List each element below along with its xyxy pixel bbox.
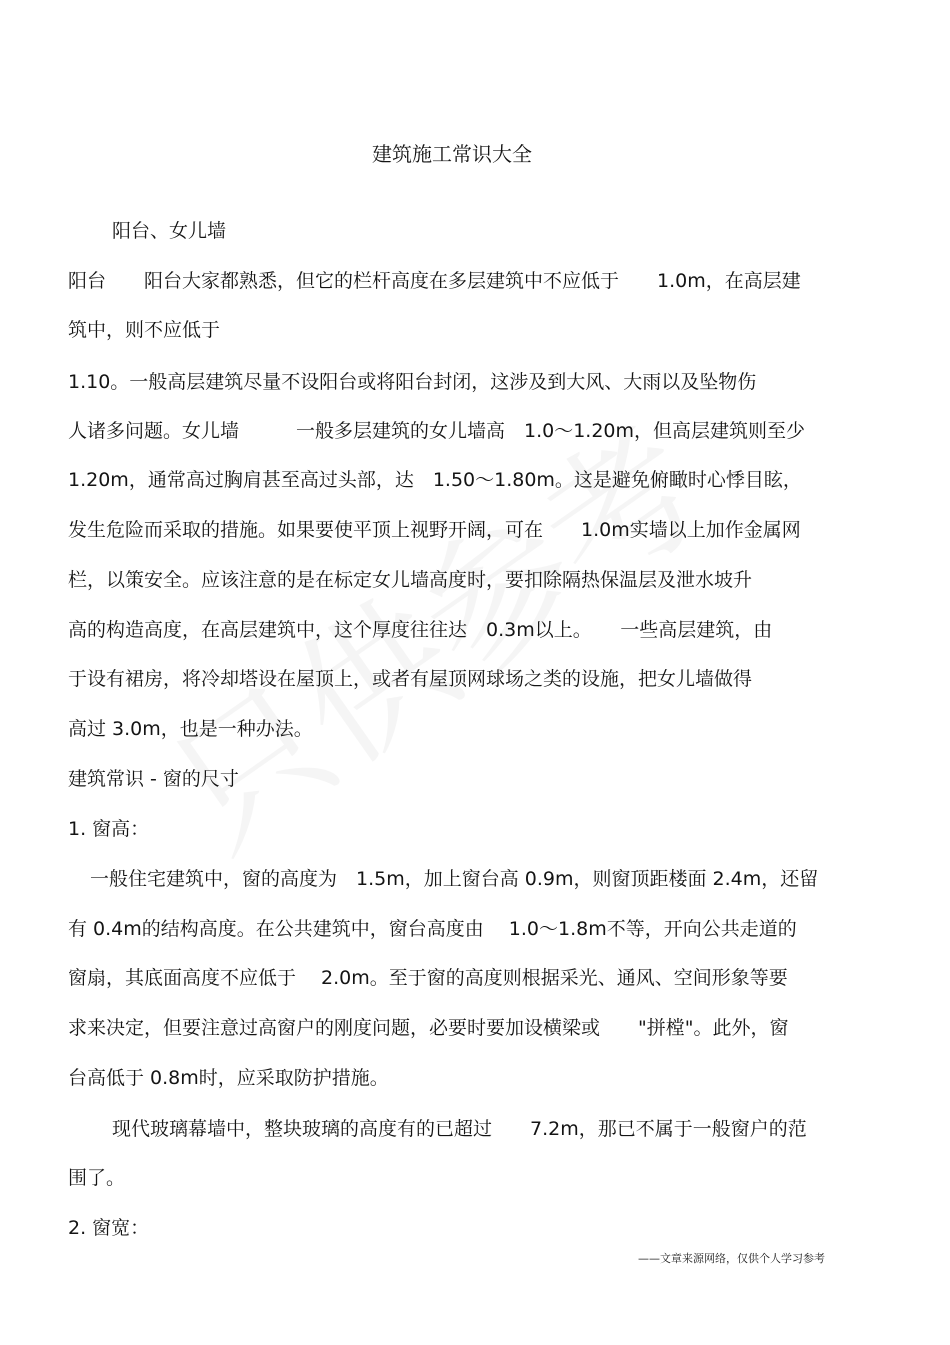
section-heading: 阳台、女儿墙 [112,220,227,242]
text-line: 1.10。一般高层建筑尽量不设阳台或将阳台封闭，这涉及到大风、大雨以及坠物伤 [68,371,757,393]
text-line: 有 0.4m的结构高度。在公共建筑中，窗台高度由 1.0～1.8m不等，开向公共走道的 [68,918,797,940]
text-line: 栏，以策安全。应该注意的是在标定女儿墙高度时，要扣除隔热保温层及泄水坡升 [68,569,753,591]
text-line: 求来决定，但要注意过高窗户的刚度问题，必要时要加设横梁或 "拼樘"。此外，窗 [68,1017,789,1039]
text-line: 台高低于 0.8m时，应采取防护措施。 [68,1067,389,1089]
section-heading: 建筑常识 - 窗的尺寸 [68,768,239,790]
text-line: 围了。 [68,1167,126,1189]
subheading: 1. 窗高： [68,818,150,840]
text-line: 1.20m，通常高过胸肩甚至高过头部，达 1.50～1.80m。这是避免俯瞰时心悸目眩， [68,469,802,491]
text-line: 筑中，则不应低于 [68,319,221,341]
text-line: 阳台 阳台大家都熟悉，但它的栏杆高度在多层建筑中不应低于 1.0m，在高层建 [68,270,801,292]
text-line: 窗扇，其底面高度不应低于 2.0m。至于窗的高度则根据采光、通风、空间形象等要 [68,967,788,989]
subheading: 2. 窗宽： [68,1217,150,1239]
text-line: 高过 3.0m，也是一种办法。 [68,718,313,740]
text-line: 于设有裙房，将冷却塔设在屋顶上，或者有屋顶网球场之类的设施，把女儿墙做得 [68,668,753,690]
text-line: 高的构造高度，在高层建筑中，这个厚度往往达 0.3m以上。 一些高层建筑，由 [68,619,773,641]
footer-note: ——文章来源网络，仅供个人学习参考 [638,1252,825,1265]
text-line: 一般住宅建筑中，窗的高度为 1.5m，加上窗台高 0.9m，则窗顶距楼面 2.4m，还留 [90,868,819,890]
text-line: 人诸多问题。女儿墙 一般多层建筑的女儿墙高 1.0～1.20m，但高层建筑则至少 [68,420,806,442]
text-line: 发生危险而采取的措施。如果要使平顶上视野开阔，可在 1.0m实墙以上加作金属网 [68,519,801,541]
page-title: 建筑施工常识大全 [372,142,532,166]
text-line: 现代玻璃幕墙中，整块玻璃的高度有的已超过 7.2m，那已不属于一般窗户的范 [112,1118,807,1140]
